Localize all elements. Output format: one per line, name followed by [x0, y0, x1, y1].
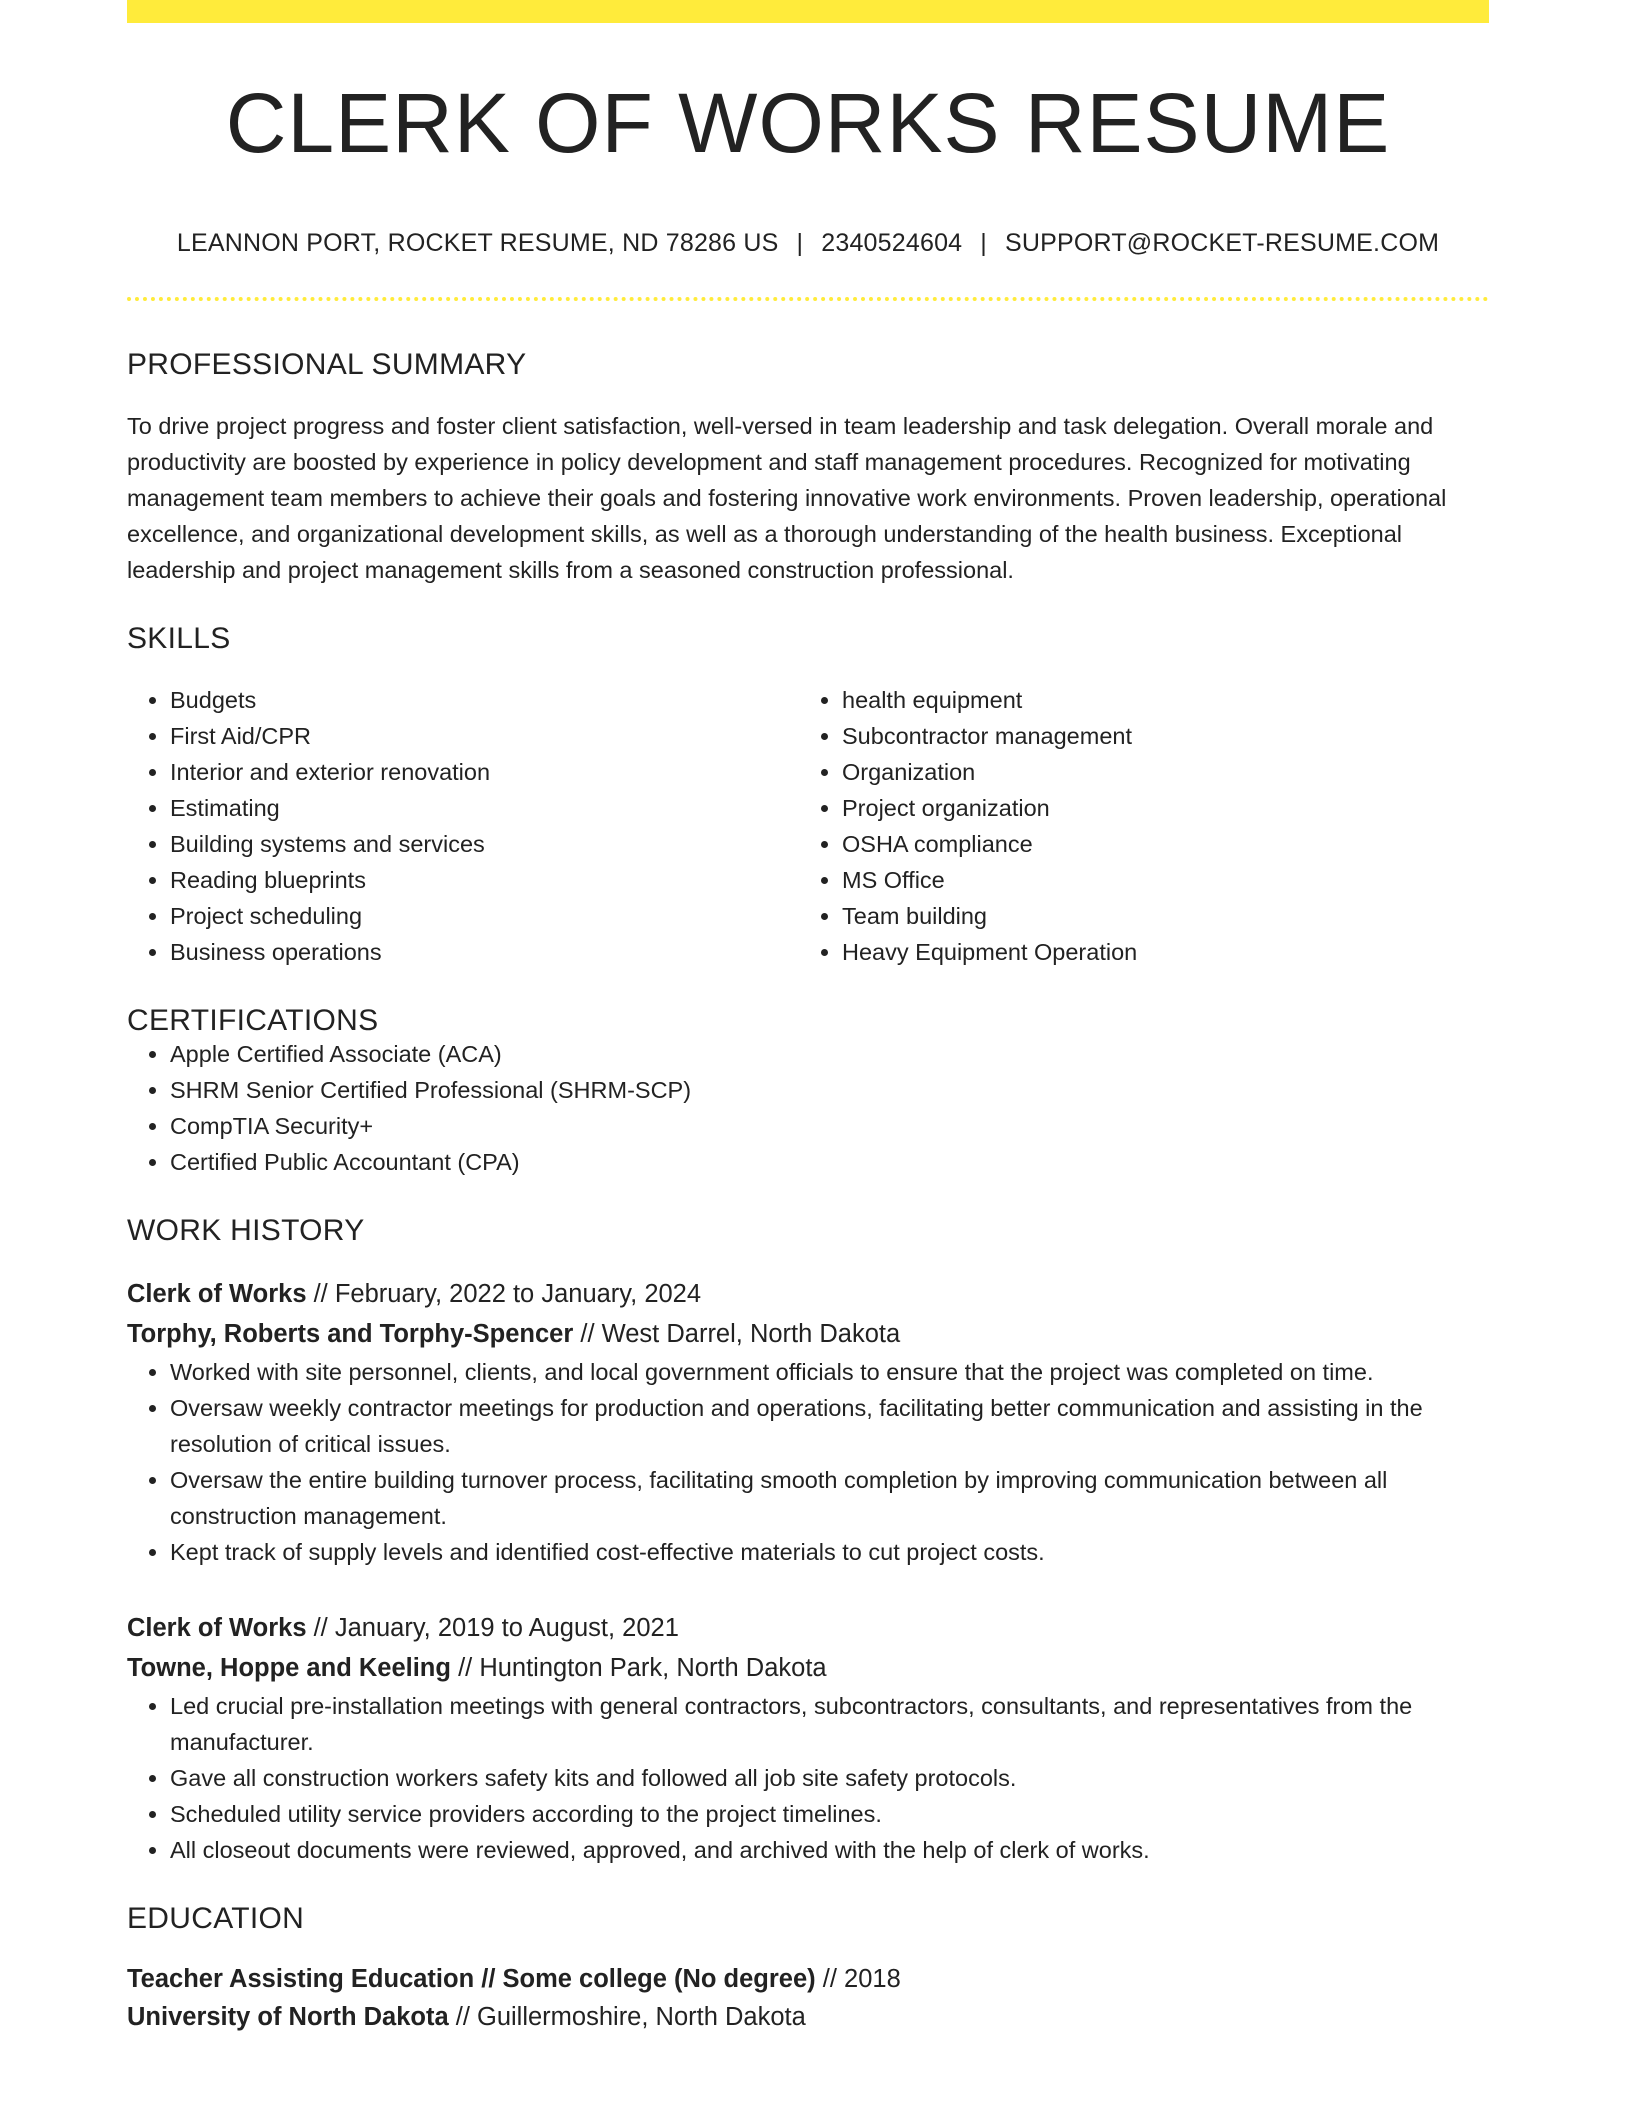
skill-item: • MS Office: [842, 862, 1471, 898]
skill-item: • health equipment: [842, 682, 1471, 718]
education-heading: EDUCATION: [127, 1902, 305, 1935]
certification-item: • SHRM Senior Certified Professional (SHRM-SCP): [170, 1072, 1489, 1108]
certification-item: • CompTIA Security+: [170, 1108, 1489, 1144]
accent-top-bar: [127, 0, 1489, 23]
job-bullet: • Oversaw weekly contractor meetings for production and operations, facilitating better communication and assisting in the resolution of critical issues.: [170, 1390, 1489, 1462]
education-program: Teacher Assisting Education // Some college (No degree): [127, 1965, 816, 1993]
job-dates: // February, 2022 to January, 2024: [313, 1280, 702, 1308]
skills-list-right: [799, 682, 1471, 970]
job-dates: // January, 2019 to August, 2021: [313, 1614, 679, 1642]
certification-item: • Certified Public Accountant (CPA): [170, 1144, 1489, 1180]
job-entry: [127, 1274, 1489, 1570]
skill-item: • First Aid/CPR: [170, 718, 799, 754]
education-entry: [127, 1960, 1489, 2036]
dotted-divider: [127, 297, 1489, 301]
work-history-heading: WORK HISTORY: [127, 1214, 365, 1247]
contact-phone: 2340524604: [821, 229, 963, 257]
job-title: Clerk of Works: [127, 1280, 307, 1308]
summary-text: To drive project progress and foster client satisfaction, well-versed in team leadership and task delegation. Overall morale and productivity are boosted by experience in policy development and staff management procedures. Recognized for motivating management team members to achieve their goals and fostering innovative work environments. Proven leadership, operational excellence, and organizational development skills, as well as a thorough understanding of the health business. Exceptional leadership and project management skills from a seasoned construction professional.: [127, 413, 1447, 583]
skill-item: • Project organization: [842, 790, 1471, 826]
job-company-line: [127, 1648, 1489, 1688]
contact-separator: |: [796, 229, 804, 257]
contact-separator: |: [980, 229, 987, 257]
job-bullets: [127, 1688, 1489, 1868]
education-program-line: [127, 1960, 1489, 1998]
job-title: Clerk of Works: [127, 1614, 307, 1642]
job-company: Torphy, Roberts and Torphy-Spencer: [127, 1320, 574, 1348]
education-school-line: [127, 1998, 1489, 2036]
job-bullet: • Oversaw the entire building turnover process, facilitating smooth completion by improving communication between all construction management.: [170, 1462, 1489, 1534]
resume-page: [127, 0, 1489, 2036]
job-bullet: • Led crucial pre-installation meetings with general contractors, subcontractors, consultants, and representatives from the manufacturer.: [170, 1688, 1489, 1760]
certifications-heading: CERTIFICATIONS: [127, 1004, 379, 1037]
education-location: // Guillermoshire, North Dakota: [455, 2003, 806, 2031]
job-location: // West Darrel, North Dakota: [580, 1320, 901, 1348]
education-year: // 2018: [822, 1965, 901, 1993]
job-title-line: [127, 1608, 1489, 1648]
education-school: University of North Dakota: [127, 2003, 449, 2031]
contact-line: [127, 229, 1489, 258]
job-title-line: [127, 1274, 1489, 1314]
job-entry: [127, 1608, 1489, 1868]
skill-item: • Interior and exterior renovation: [170, 754, 799, 790]
skill-item: • Reading blueprints: [170, 862, 799, 898]
job-bullets: [127, 1354, 1489, 1570]
skills-column-left: [127, 682, 799, 970]
job-bullet: • Gave all construction workers safety kits and followed all job site safety protocols.: [170, 1760, 1489, 1796]
job-bullet: • Worked with site personnel, clients, and local government officials to ensure that the project was completed on time.: [170, 1354, 1489, 1390]
skill-item: • Subcontractor management: [842, 718, 1471, 754]
skills-columns: [127, 682, 1489, 970]
skill-item: • OSHA compliance: [842, 826, 1471, 862]
job-bullet: • All closeout documents were reviewed, approved, and archived with the help of clerk of works.: [170, 1832, 1489, 1868]
contact-email: SUPPORT@ROCKET-RESUME.COM: [1005, 229, 1440, 257]
skill-item: • Building systems and services: [170, 826, 799, 862]
certification-item: • Apple Certified Associate (ACA): [170, 1036, 1489, 1072]
skill-item: • Organization: [842, 754, 1471, 790]
skill-item: • Budgets: [170, 682, 799, 718]
certifications-list: [127, 1036, 1489, 1180]
skill-item: • Heavy Equipment Operation: [842, 934, 1471, 970]
job-bullet: • Kept track of supply levels and identified cost-effective materials to cut project costs.: [170, 1534, 1489, 1570]
job-company-line: [127, 1314, 1489, 1354]
summary-heading: PROFESSIONAL SUMMARY: [127, 348, 527, 381]
skills-column-right: [799, 682, 1471, 970]
contact-address: LEANNON PORT, ROCKET RESUME, ND 78286 US: [176, 229, 779, 257]
skills-list-left: [127, 682, 799, 970]
resume-title: CLERK OF WORKS RESUME: [225, 76, 1391, 170]
skill-item: • Business operations: [170, 934, 799, 970]
skill-item: • Team building: [842, 898, 1471, 934]
job-company: Towne, Hoppe and Keeling: [127, 1654, 451, 1682]
skills-heading: SKILLS: [127, 622, 231, 655]
job-bullet: • Scheduled utility service providers according to the project timelines.: [170, 1796, 1489, 1832]
skill-item: • Estimating: [170, 790, 799, 826]
skill-item: • Project scheduling: [170, 898, 799, 934]
job-location: // Huntington Park, North Dakota: [458, 1654, 827, 1682]
